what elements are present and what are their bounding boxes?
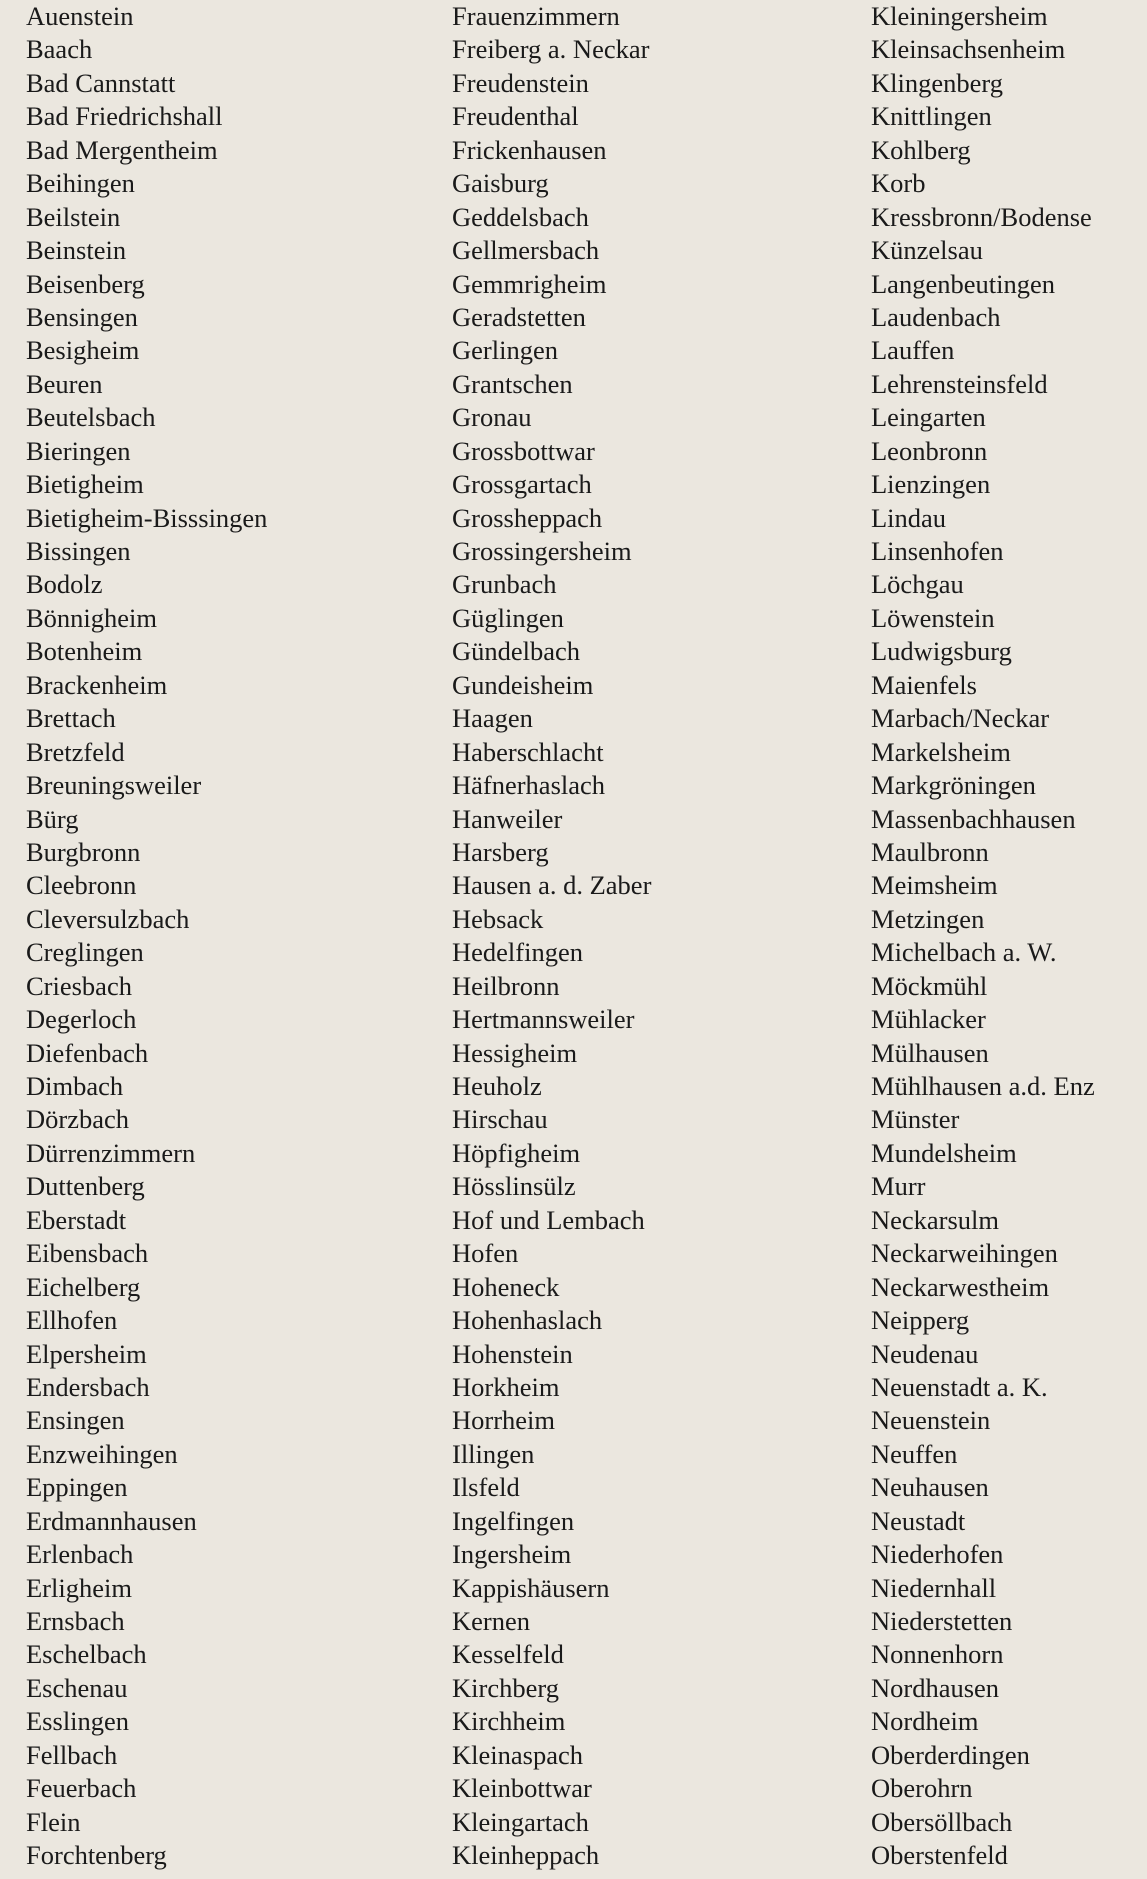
place-name: Güglingen bbox=[452, 602, 564, 633]
place-name: Beutelsbach bbox=[26, 402, 156, 433]
place-name: Mundelsheim bbox=[871, 1137, 1017, 1168]
place-name: Hof und Lembach bbox=[452, 1204, 645, 1235]
place-name: Nordhausen bbox=[871, 1672, 1000, 1703]
place-name: Haberschlacht bbox=[452, 736, 604, 767]
place-name: Bad Friedrichshall bbox=[26, 101, 223, 132]
place-name: Forchtenberg bbox=[26, 1840, 167, 1871]
place-name: Bönnigheim bbox=[26, 602, 158, 633]
place-name: Meimsheim bbox=[871, 870, 998, 901]
place-name: Beihingen bbox=[26, 168, 135, 199]
place-name: Neuenstadt a. K. bbox=[871, 1371, 1048, 1402]
place-name: Neipperg bbox=[871, 1305, 970, 1336]
place-name: Freiberg a. Neckar bbox=[452, 34, 650, 65]
place-name: Horrheim bbox=[452, 1405, 556, 1436]
place-name: Esslingen bbox=[26, 1706, 130, 1737]
place-name: Kohlberg bbox=[871, 134, 971, 165]
place-name: Cleversulzbach bbox=[26, 903, 190, 934]
place-name: Beinstein bbox=[26, 235, 127, 266]
place-name: Ingersheim bbox=[452, 1539, 572, 1570]
place-name: Bieringen bbox=[26, 435, 131, 466]
place-name: Neuenstein bbox=[871, 1405, 991, 1436]
place-name: Gellmersbach bbox=[452, 235, 600, 266]
place-name: Neuffen bbox=[871, 1438, 958, 1469]
place-name: Laudenbach bbox=[871, 301, 1001, 332]
place-name: Eschenau bbox=[26, 1672, 128, 1703]
place-name: Hirschau bbox=[452, 1104, 548, 1135]
place-name: Burgbronn bbox=[26, 836, 141, 867]
place-name: Hösslinsülz bbox=[452, 1171, 576, 1202]
place-name: Erlenbach bbox=[26, 1539, 134, 1570]
place-name: Mülhausen bbox=[871, 1037, 989, 1068]
place-name: Gronau bbox=[452, 402, 532, 433]
place-name: Enzweihingen bbox=[26, 1438, 178, 1469]
place-name: Gundeisheim bbox=[452, 669, 594, 700]
place-name: Bretzfeld bbox=[26, 736, 125, 767]
place-name: Grunbach bbox=[452, 569, 557, 600]
place-name: Hoheneck bbox=[452, 1271, 560, 1302]
place-name: Kleingartach bbox=[452, 1806, 589, 1837]
place-name: Ilsfeld bbox=[452, 1472, 520, 1503]
place-name: Elpersheim bbox=[26, 1338, 147, 1369]
place-name: Knittlingen bbox=[871, 101, 992, 132]
place-name: Erligheim bbox=[26, 1572, 132, 1603]
place-name: Kernen bbox=[452, 1606, 530, 1636]
place-name: Obersöllbach bbox=[871, 1806, 1013, 1837]
place-name: Grossgartach bbox=[452, 469, 592, 500]
place-name: Kirchheim bbox=[452, 1706, 566, 1737]
place-name: Grossbottwar bbox=[452, 435, 595, 466]
place-name: Hofen bbox=[452, 1238, 519, 1269]
place-name: Bad Mergentheim bbox=[26, 134, 218, 165]
place-name: Höpfigheim bbox=[452, 1137, 581, 1168]
place-name: Lindau bbox=[871, 502, 947, 533]
place-name: Heuholz bbox=[452, 1071, 542, 1101]
place-name: Endersbach bbox=[26, 1371, 150, 1402]
place-name: Eschelbach bbox=[26, 1639, 147, 1670]
place-name: Löwenstein bbox=[871, 602, 995, 633]
place-name: Oberderdingen bbox=[871, 1739, 1030, 1770]
place-name: Markgröningen bbox=[871, 770, 1036, 801]
place-name: Nonnenhorn bbox=[871, 1639, 1004, 1670]
place-name: Ernsbach bbox=[26, 1606, 125, 1636]
place-name: Geradstetten bbox=[452, 301, 586, 332]
place-name: Lauffen bbox=[871, 335, 955, 366]
place-name: Heilbronn bbox=[452, 970, 560, 1001]
place-name: Hedelfingen bbox=[452, 937, 583, 968]
place-name: Leonbronn bbox=[871, 435, 988, 466]
place-name: Feuerbach bbox=[26, 1773, 137, 1804]
place-name: Freudenthal bbox=[452, 101, 579, 132]
place-name: Bissingen bbox=[26, 536, 131, 566]
place-name: Kleinbottwar bbox=[452, 1773, 592, 1804]
place-name: Neckarwestheim bbox=[871, 1271, 1050, 1302]
place-name: Linsenhofen bbox=[871, 536, 1004, 566]
place-name: Beisenberg bbox=[26, 268, 145, 299]
place-name: Degerloch bbox=[26, 1004, 137, 1035]
place-name: Mühlhausen a.d. Enz bbox=[871, 1071, 1095, 1101]
place-name: Niederhofen bbox=[871, 1539, 1004, 1570]
place-name: Bad Cannstatt bbox=[26, 67, 176, 98]
place-name: Metzingen bbox=[871, 903, 985, 934]
column-2 bbox=[452, 0, 651, 1873]
place-name: Illingen bbox=[452, 1438, 535, 1469]
place-name: Hohenstein bbox=[452, 1338, 573, 1369]
place-name: Eberstadt bbox=[26, 1204, 127, 1235]
place-name: Kleinaspach bbox=[452, 1739, 583, 1770]
place-name: Neudenau bbox=[871, 1338, 979, 1369]
place-name: Besigheim bbox=[26, 335, 140, 366]
place-name: Langenbeutingen bbox=[871, 268, 1055, 299]
place-name: Niedernhall bbox=[871, 1572, 997, 1603]
place-name: Kleinsachsenheim bbox=[871, 34, 1066, 65]
place-name: Cleebronn bbox=[26, 870, 137, 901]
place-name: Eibensbach bbox=[26, 1238, 149, 1269]
place-name: Murr bbox=[871, 1171, 926, 1202]
place-name: Ingelfingen bbox=[452, 1505, 575, 1536]
place-name: Kleinheppach bbox=[452, 1840, 600, 1871]
place-name: Häfnerhaslach bbox=[452, 770, 606, 801]
place-name: Hohenhaslach bbox=[452, 1305, 603, 1336]
place-name: Gerlingen bbox=[452, 335, 558, 366]
place-name: Dürrenzimmern bbox=[26, 1137, 196, 1168]
place-name: Bensingen bbox=[26, 301, 138, 332]
place-name: Botenheim bbox=[26, 636, 143, 667]
place-name: Bietigheim bbox=[26, 469, 144, 500]
place-name: Harsberg bbox=[452, 836, 549, 867]
place-name: Hausen a. d. Zaber bbox=[452, 870, 652, 901]
place-name: Dimbach bbox=[26, 1071, 124, 1101]
place-name: Münster bbox=[871, 1104, 960, 1135]
place-name: Leingarten bbox=[871, 402, 986, 433]
place-name: Klingenberg bbox=[871, 67, 1003, 98]
place-name: Ludwigsburg bbox=[871, 636, 1012, 667]
place-name: Nordheim bbox=[871, 1706, 979, 1737]
place-name: Kirchberg bbox=[452, 1672, 559, 1703]
place-name: Baach bbox=[26, 34, 93, 65]
place-name: Mühlacker bbox=[871, 1004, 986, 1035]
place-name: Flein bbox=[26, 1806, 81, 1837]
place-name: Michelbach a. W. bbox=[871, 937, 1057, 968]
place-name: Oberstenfeld bbox=[871, 1840, 1008, 1871]
place-name: Kappishäusern bbox=[452, 1572, 610, 1603]
place-name: Löchgau bbox=[871, 569, 964, 600]
place-name: Erdmannhausen bbox=[26, 1505, 197, 1536]
place-name: Lienzingen bbox=[871, 469, 991, 500]
place-name: Duttenberg bbox=[26, 1171, 145, 1202]
column-1 bbox=[26, 0, 267, 1873]
place-name: Marbach/Neckar bbox=[871, 703, 1050, 734]
place-name: Niederstetten bbox=[871, 1606, 1013, 1636]
place-name: Hanweiler bbox=[452, 803, 563, 834]
place-name: Haagen bbox=[452, 703, 533, 734]
place-name: Ellhofen bbox=[26, 1305, 118, 1336]
place-name: Gündelbach bbox=[452, 636, 581, 667]
place-name: Kleiningersheim bbox=[871, 1, 1048, 31]
place-name: Dörzbach bbox=[26, 1104, 129, 1135]
place-name: Geddelsbach bbox=[452, 201, 589, 232]
place-name: Neustadt bbox=[871, 1505, 966, 1536]
place-name: Bürg bbox=[26, 803, 79, 834]
place-name: Beuren bbox=[26, 368, 103, 399]
place-name: Massenbachhausen bbox=[871, 803, 1076, 834]
place-name: Korb bbox=[871, 168, 926, 199]
place-name: Markelsheim bbox=[871, 736, 1011, 767]
place-name: Neckarweihingen bbox=[871, 1238, 1058, 1269]
place-name: Bodolz bbox=[26, 569, 103, 600]
place-name: Beilstein bbox=[26, 201, 121, 232]
place-name: Criesbach bbox=[26, 970, 132, 1001]
place-name: Oberohrn bbox=[871, 1773, 973, 1804]
place-name: Grossingersheim bbox=[452, 536, 632, 566]
column-3 bbox=[871, 0, 1095, 1873]
place-name: Eppingen bbox=[26, 1472, 128, 1503]
place-name: Frauenzimmern bbox=[452, 1, 620, 31]
place-name: Kressbronn/Bodense bbox=[871, 201, 1092, 232]
place-name: Diefenbach bbox=[26, 1037, 149, 1068]
place-name: Brackenheim bbox=[26, 669, 168, 700]
place-name: Eichelberg bbox=[26, 1271, 141, 1302]
place-name: Grantschen bbox=[452, 368, 573, 399]
place-name: Creglingen bbox=[26, 937, 144, 968]
place-name: Kesselfeld bbox=[452, 1639, 564, 1670]
place-name: Gemmrigheim bbox=[452, 268, 607, 299]
place-name: Neuhausen bbox=[871, 1472, 989, 1503]
place-name: Grossheppach bbox=[452, 502, 603, 533]
place-name: Lehrensteinsfeld bbox=[871, 368, 1048, 399]
place-name: Hebsack bbox=[452, 903, 544, 934]
place-name: Hertmannsweiler bbox=[452, 1004, 635, 1035]
place-name: Breuningsweiler bbox=[26, 770, 202, 801]
place-name: Gaisburg bbox=[452, 168, 549, 199]
place-name: Bietigheim-Bisssingen bbox=[26, 502, 268, 533]
place-name: Frickenhausen bbox=[452, 134, 607, 165]
place-name: Brettach bbox=[26, 703, 116, 734]
place-name: Möckmühl bbox=[871, 970, 988, 1001]
place-name: Ensingen bbox=[26, 1405, 125, 1436]
place-name: Maienfels bbox=[871, 669, 977, 700]
place-name: Neckarsulm bbox=[871, 1204, 1000, 1235]
place-name: Hessigheim bbox=[452, 1037, 578, 1068]
place-name: Auenstein bbox=[26, 1, 134, 31]
place-name: Künzelsau bbox=[871, 235, 983, 266]
place-name: Horkheim bbox=[452, 1371, 560, 1402]
place-name: Fellbach bbox=[26, 1739, 118, 1770]
place-name: Freudenstein bbox=[452, 67, 589, 98]
place-name: Maulbronn bbox=[871, 836, 989, 867]
